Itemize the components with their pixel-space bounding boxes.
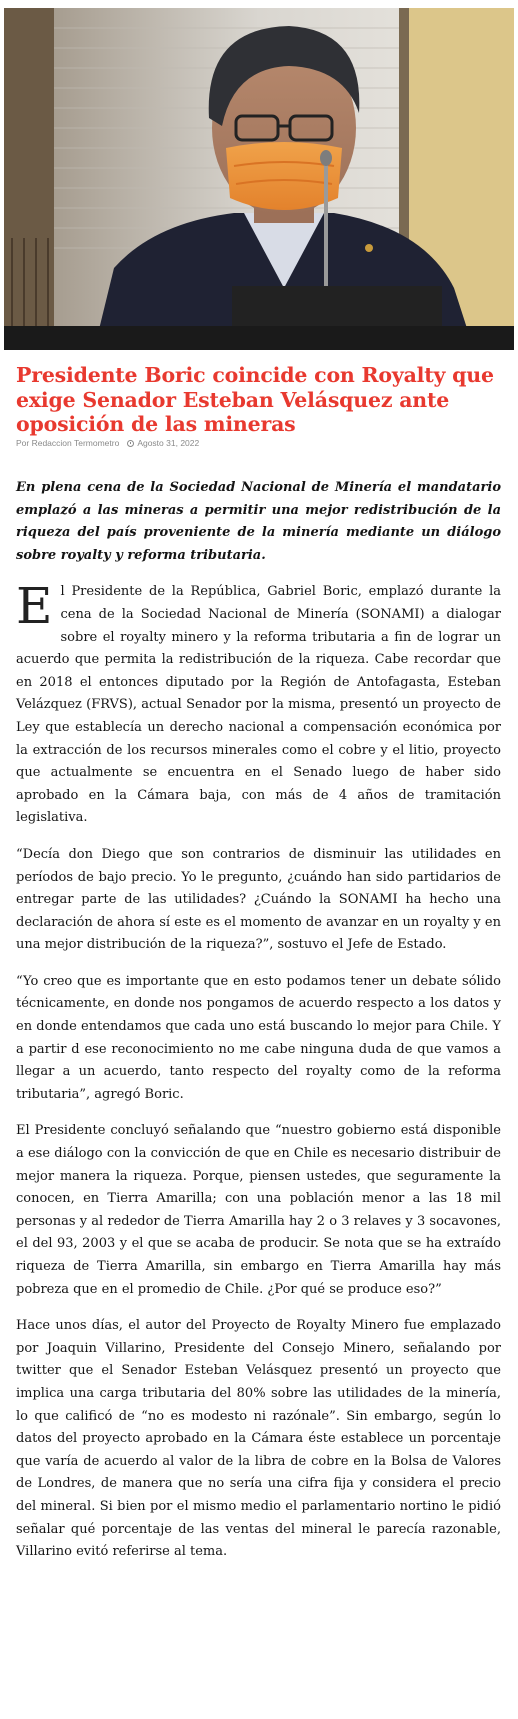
clock-icon bbox=[127, 440, 134, 447]
paragraph-3: “Yo creo que es importante que en esto podamos tener un debate sólido técnicamente, en donde nos pongamos de acuerdo respecto a los datos y en donde entendamos que cada uno está buscando lo mejor para Chile. Y a partir d ese reconocimiento no me cabe ninguna duda de que vamos a llegar a un acuerdo, tanto respecto del royalty como de la reforma tributaria”, agregó Boric. bbox=[16, 973, 501, 1102]
paragraph-5: Hace unos días, el autor del Proyecto de Royalty Minero fue emplazado por Joaquin Villarino, Presidente del Consejo Minero, señalando por twitter que el Senador Esteban Velásquez presentó un proyecto que implica una carga tributaria del 80% sobre las utilidades de la minería, lo que calificó de “no es modesto ni razónale”. Sin embargo, según lo datos del proyecto aprobado en la Cámara éste establece un porcentaje que varía de acuerdo al valor de la libra de cobre en la Bolsa de Valores de Londres, de manera que no sería una cifra fija y considera el precio del mineral. Si bien por el mismo medio el parlamentario nortino le pidió señalar qué porcentaje de las ventas del mineral le parecía razonable, Villarino evitó referirse al tema. bbox=[16, 1318, 501, 1560]
article-body bbox=[16, 477, 501, 1578]
article-title: Presidente Boric coincide con Royalty que exige Senador Esteban Velásquez ante oposición de las mineras bbox=[16, 363, 494, 436]
paragraph-2: “Decía don Diego que son contrarios de disminuir las utilidades en períodos de bajo precio. Yo le pregunto, ¿cuándo han sido partidarios de entregar parte de las utilidades? ¿Cuándo la SONAMI ha hecho una declaración de ahora sí este es el momento de avanzar en un royalty y en una mejor distribución de la riqueza?”, sostuvo el Jefe de Estado. bbox=[16, 846, 501, 953]
article-lead: En plena cena de la Sociedad Nacional de Minería el mandatario emplazó a las mineras a permitir una mejor redistribución de la riqueza del país proveniente de la minería mediante un diálogo sobre royalty y reforma tributaria. bbox=[16, 480, 501, 563]
hero-image bbox=[4, 8, 514, 350]
publish-date: Agosto 31, 2022 bbox=[137, 438, 200, 448]
paragraph-4: El Presidente concluyó señalando que “nuestro gobierno está disponible a ese diálogo con la convicción de que en Chile es necesario distribuir de mejor manera la riqueza. Porque, piensen ustedes, que seguramente la conocen, en Tierra Amarilla; con una población menor a las 18 mil personas y al rededor de Tierra Amarilla hay 2 o 3 relaves y 3 socavones, el del 93, 2003 y el que se acaba de producir. Se nota que se ha extraído riqueza de Tierra Amarilla, sin embargo en Tierra Amarilla hay más pobreza que en el promedio de Chile. ¿Por qué se produce eso?” bbox=[16, 1123, 501, 1297]
drop-cap: E bbox=[16, 577, 53, 636]
hero-photo bbox=[4, 8, 514, 350]
paragraph-1 bbox=[16, 577, 501, 830]
author-link[interactable]: Por Redaccion Termometro bbox=[16, 438, 120, 448]
article-meta bbox=[16, 438, 199, 448]
paragraph-1-text: l Presidente de la República, Gabriel Boric, emplazó durante la cena de la Sociedad Nacional de Minería (SONAMI) a dialogar sobre el royalty minero y la reforma tributaria a fin de lograr un acuerdo que permita la redistribución de la riqueza. Cabe recordar que en 2018 el entonces diputado por la Región de Antofagasta, Esteban Velázquez (FRVS), actual Senador por la misma, presentó un proyecto de Ley que establecía un derecho nacional a compensación económica por la extracción de los recursos minerales como el cobre y el litio, proyecto que actualmente se encuentra en el Senado luego de haber sido aprobado en la Cámara baja, con más de 4 años de tramitación legislativa. bbox=[16, 584, 501, 826]
